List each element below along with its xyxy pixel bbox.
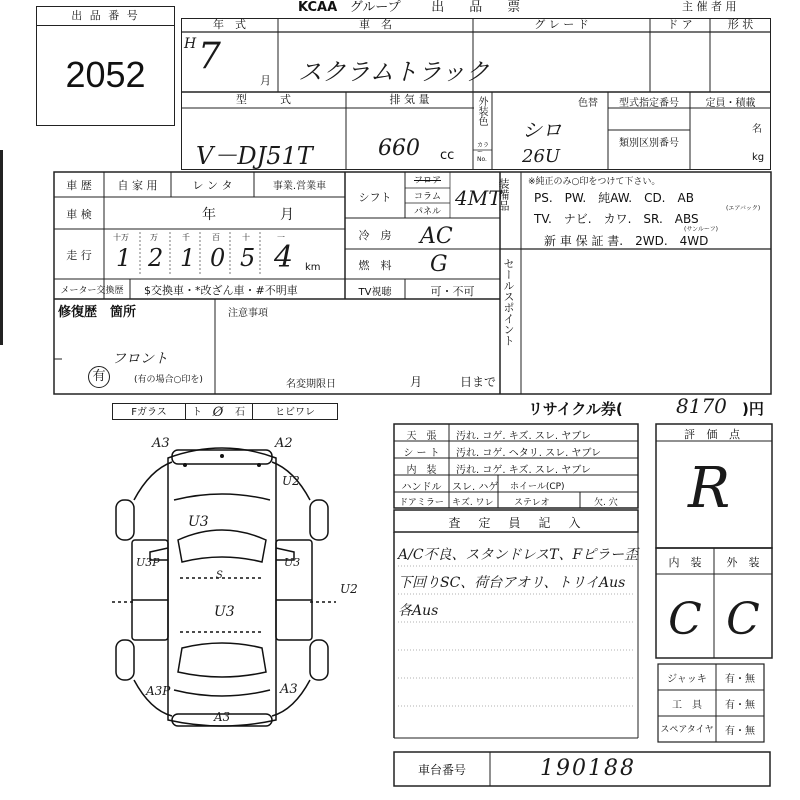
inspector-label: 査 定 員 記 入 xyxy=(448,516,584,530)
inspection-year: 年 xyxy=(202,207,216,223)
acc-tools-value: 有・無 xyxy=(725,700,755,711)
sheet-title: 出 品 票 xyxy=(431,0,527,15)
color-value: シロ xyxy=(522,118,562,142)
shift-column: コラム xyxy=(414,192,441,202)
chassis-value: 190188 xyxy=(540,756,636,781)
int-row2-text: 汚れ. コゲ. ヘタリ. スレ. ヤブレ xyxy=(456,448,602,459)
interior-grade-label: 内 装 xyxy=(668,556,702,569)
mileage-digit-3: 1 xyxy=(180,244,196,272)
meter-options: $交換車・*改ざん車・#不明車 xyxy=(144,284,298,297)
lot-number-label: 出 品 番 号 xyxy=(37,7,174,26)
mark-u3-rear: U3 xyxy=(214,604,235,620)
acc-tools-label: 工 具 xyxy=(672,700,702,711)
mark-a3-rear-right: A3 xyxy=(280,682,298,697)
acc-spare-value: 有・無 xyxy=(725,726,755,737)
int-row5-text: キズ. ワレ xyxy=(452,498,494,508)
exterior-grade-value: C xyxy=(726,594,760,645)
int-row2-label: シ ー ト xyxy=(403,448,440,459)
mileage-digit-4: 0 xyxy=(210,244,226,272)
door-header: ド ア xyxy=(667,18,693,31)
model-designation-header: 型式指定番号 xyxy=(619,98,679,109)
repair-note: (有の場合○印を) xyxy=(134,375,203,385)
shape-header: 形 状 xyxy=(727,18,754,31)
car-header: 車 名 xyxy=(359,18,392,31)
int-row4-extra: ホイール(CP) xyxy=(510,482,565,492)
mileage-unit-100k: 十万 xyxy=(113,233,129,242)
mark-front-right: A2 xyxy=(275,436,293,451)
mileage-digit-6: 4 xyxy=(274,240,294,275)
glass-type: ト xyxy=(192,407,202,418)
mark-a3p-rear: A3P xyxy=(146,684,171,698)
repair-title: 修復歴 箇所 xyxy=(58,305,137,320)
color-change-label: 色替 xyxy=(578,98,598,109)
meter-label: メーター交換歴 xyxy=(60,286,124,296)
capacity-unit-people: 名 xyxy=(752,124,762,135)
equipment-airbag-note: (エアバック) xyxy=(726,205,761,212)
fuel-label: 燃 料 xyxy=(358,259,392,272)
year-value: 7 xyxy=(198,36,221,77)
notes-label: 注意事項 xyxy=(228,308,268,319)
mark-u3-hood: U3 xyxy=(188,514,209,530)
inspection-label: 車 検 xyxy=(66,208,92,221)
tv-label: TV視聴 xyxy=(358,287,392,298)
equipment-sunroof-note: (サンルーフ) xyxy=(684,226,718,233)
capacity-header: 定員・積載 xyxy=(705,98,756,109)
color-code-value: 26U xyxy=(522,146,561,167)
mark-u3-right: U3 xyxy=(284,556,301,569)
int-row5-extra: ステレオ xyxy=(514,498,550,508)
glass-stone: 石 xyxy=(228,404,253,419)
int-row5-extra2: 欠. 穴 xyxy=(594,498,618,508)
repair-mark-text: 有 xyxy=(92,369,106,384)
mark-u2-side: U2 xyxy=(340,582,358,596)
sales-point-label: セールスポイント xyxy=(502,258,515,346)
mileage-unit-1k: 千 xyxy=(182,233,190,242)
equipment-line2: TV. ナビ. カワ. SR. ABS xyxy=(534,212,699,226)
mileage-label: 走 行 xyxy=(66,249,92,262)
equipment-label: 装備品 xyxy=(497,178,510,211)
mark-u2-top: U2 xyxy=(282,474,300,488)
glass-crack: ヒビワレ xyxy=(275,407,315,418)
history-private: 自 家 用 xyxy=(117,179,158,192)
mark-s-roof: S xyxy=(216,570,223,581)
color-code-label: カラーNo. xyxy=(477,142,490,163)
equipment-line3: 新 車 保 証 書. 2WD. 4WD xyxy=(544,234,709,248)
group-label: グループ xyxy=(349,0,401,15)
int-row4-text: スレ. ハゲ xyxy=(452,482,499,493)
fuel-value: G xyxy=(430,252,448,277)
deadline-day: 日まで xyxy=(460,375,497,389)
shift-label: シフト xyxy=(358,191,392,204)
mileage-unit-10: 十 xyxy=(242,233,250,242)
inspection-month: 月 xyxy=(280,207,294,223)
mileage-digit-5: 5 xyxy=(240,244,256,272)
mileage-digit-2: 2 xyxy=(148,244,164,272)
equipment-line1: PS. PW. 純AW. CD. AB xyxy=(534,191,694,205)
inspector-line1: A/C不良、スタンドレスT、Fピラー歪 xyxy=(398,547,639,563)
history-business: 事業.営業車 xyxy=(272,181,327,192)
equipment-note: ※純正のみ○印をつけて下さい。 xyxy=(528,177,661,187)
brand: KCAA xyxy=(298,0,338,15)
year-era: H xyxy=(184,36,197,52)
glass-front: Fガラス xyxy=(113,404,186,419)
mark-front-left: A3 xyxy=(152,436,170,451)
tv-value: 可・不可 xyxy=(430,285,475,298)
model-header: 型 式 xyxy=(236,93,291,106)
mileage-km: km xyxy=(305,262,321,273)
exterior-color-label: 外装色 xyxy=(476,96,487,126)
mark-a3-bottom: A3 xyxy=(214,710,231,724)
shift-floor: フロア xyxy=(413,176,441,186)
acc-jack-label: ジャッキ xyxy=(667,674,707,685)
int-row4-label: ハンドル xyxy=(401,482,442,493)
acc-jack-value: 有・無 xyxy=(725,674,755,685)
mileage-unit-100: 百 xyxy=(212,233,220,242)
capacity-unit-kg: kg xyxy=(752,152,765,163)
recycle-unit: )円 xyxy=(742,400,764,418)
year-header: 年 式 xyxy=(213,18,246,31)
year-month-unit: 月 xyxy=(260,74,271,87)
acc-spare-label: スペアタイヤ xyxy=(660,725,714,735)
ac-value: AC xyxy=(420,224,453,249)
recycle-label: リサイクル券( xyxy=(528,400,623,418)
mileage-unit-1: 一 xyxy=(277,233,285,242)
int-row5-label: ドアミラー xyxy=(399,498,444,508)
int-row1-text: 汚れ. コゲ. キズ. スレ. ヤブレ xyxy=(456,431,591,442)
history-label: 車 歴 xyxy=(66,179,92,192)
int-row3-text: 汚れ. コゲ. キズ. スレ. ヤブレ xyxy=(456,465,591,476)
deadline-label: 名変期限日 xyxy=(286,379,336,390)
deadline-month: 月 xyxy=(410,375,423,389)
inspector-line3: 各Aus xyxy=(398,603,439,619)
interior-grade-value: C xyxy=(668,594,702,645)
mileage-unit-10k: 万 xyxy=(150,233,158,242)
shift-panel: パネル xyxy=(413,207,441,217)
ac-label: 冷 房 xyxy=(358,229,392,242)
mileage-digit-1: 1 xyxy=(116,244,132,272)
lot-number: 2052 xyxy=(65,54,146,95)
exterior-grade-label: 外 装 xyxy=(726,556,760,569)
displacement-unit: cc xyxy=(440,148,455,163)
history-rental: レ ン タ xyxy=(192,179,233,192)
car-name: スクラムトラック xyxy=(298,58,490,86)
grade-header: グ レ ー ド xyxy=(534,18,589,31)
organizer-label: 主 催 者 用 xyxy=(682,0,737,13)
rating-label: 評 価 点 xyxy=(684,428,744,441)
inspector-line2: 下回りSC、荷台アオリ、トリイAus xyxy=(398,575,626,591)
model-value: V－DJ51T xyxy=(196,142,313,170)
glass-hw-mark: Ø xyxy=(212,405,224,420)
rating-value: R xyxy=(688,456,731,521)
recycle-value: 8170 xyxy=(676,394,727,418)
int-row3-label: 内 装 xyxy=(406,465,437,476)
displacement-value: 660 xyxy=(378,136,420,161)
class-number-header: 類別区別番号 xyxy=(619,138,679,149)
shift-value: 4MT xyxy=(455,186,502,210)
displacement-header: 排 気 量 xyxy=(389,93,430,106)
chassis-label: 車台番号 xyxy=(417,763,466,777)
int-row1-label: 天 張 xyxy=(406,431,437,442)
repair-value: フロント xyxy=(112,351,168,367)
mark-u3p-left: U3P xyxy=(136,556,160,569)
